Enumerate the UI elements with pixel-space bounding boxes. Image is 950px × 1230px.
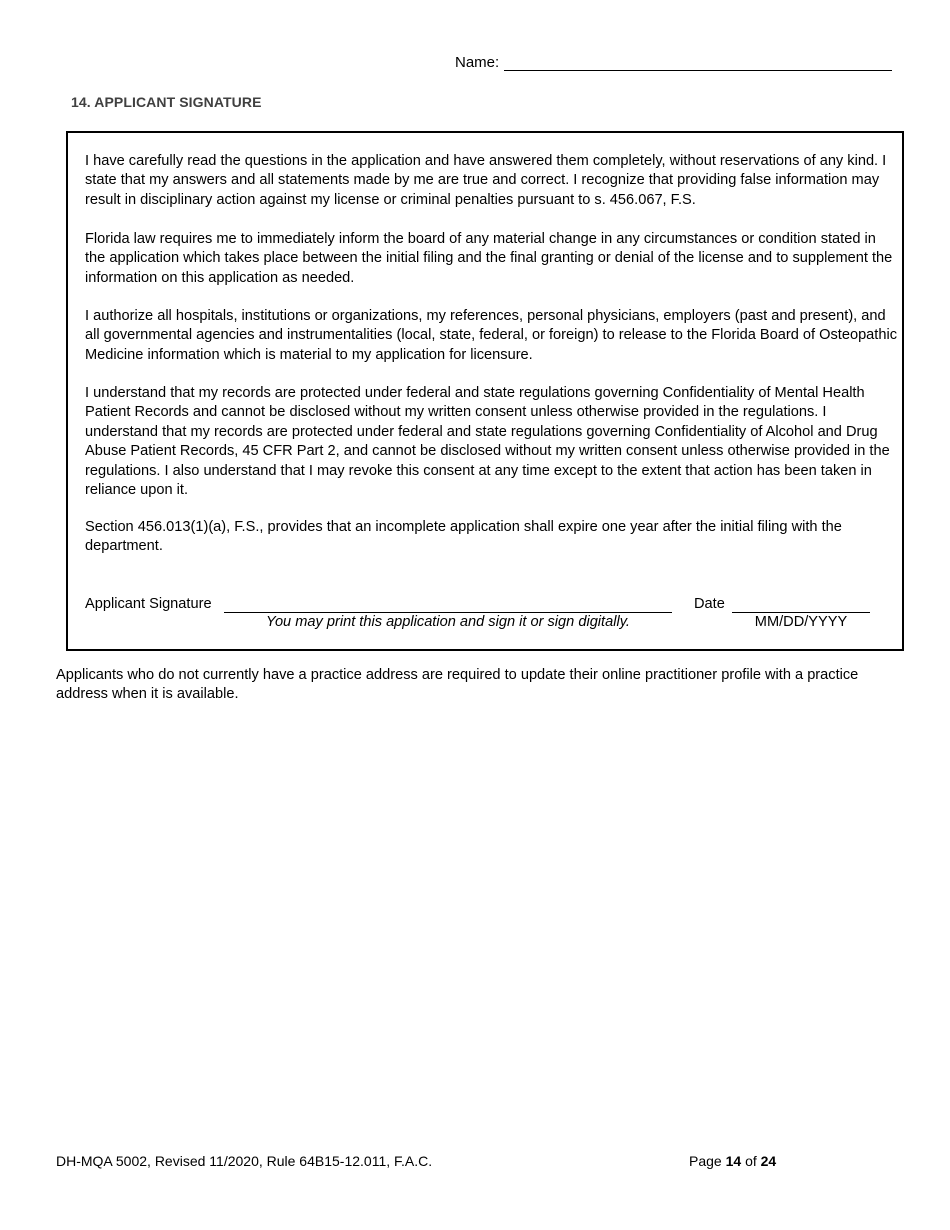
page-prefix: Page (689, 1153, 722, 1169)
attestation-paragraph: I have carefully read the questions in the application and have answered them completely, without reservations of any kind. I state that my answers and all statements made by me are true and correct. I recognize that providing false information may result in disciplinary action against my license or criminal penalties pursuant to s. 456.067, F.S. (85, 153, 887, 208)
signature-label: Applicant Signature (85, 596, 212, 612)
name-label: Name: (455, 54, 500, 71)
date-label: Date (694, 596, 725, 612)
footer-form-id: DH-MQA 5002, Revised 11/2020, Rule 64B15-12.011, F.A.C. (56, 1153, 433, 1169)
applicant-signature-box (66, 131, 904, 651)
expiration-paragraph: Section 456.013(1)(a), F.S., provides that an incomplete application shall expire one year after the initial filing with the department. (85, 519, 842, 555)
page-total: 24 (760, 1153, 777, 1169)
page-current: 14 (725, 1153, 742, 1169)
name-input-line[interactable] (504, 54, 892, 71)
signature-note: You may print this application and sign it or sign digitally. (266, 614, 630, 630)
authorization-paragraph: I authorize all hospitals, institutions or organizations, my references, personal physicians, employers (past and present), and all governmental agencies and instrumentalities (local, state, federal, or foreign) to release to the Florida Board of Osteopathic Medicine information which is material to my application for licensure. (85, 308, 898, 363)
name-field-row (455, 54, 892, 71)
footer-page-number (689, 1153, 776, 1169)
material-change-paragraph: Florida law requires me to immediately inform the board of any material change in any circumstances or condition stated in the application which takes place between the initial filing and the final granting or denial of the license and to supplement the information on this application as needed. (85, 231, 893, 286)
date-format-hint: MM/DD/YYYY (754, 614, 848, 630)
confidentiality-paragraph: I understand that my records are protected under federal and state regulations governing Confidentiality of Mental Health Patient Records and cannot be disclosed without my written consent unless otherwise provided in the regulations. I understand that my records are protected under federal and state regulations governing Confidentiality of Alcohol and Drug Abuse Patient Records, 45 CFR Part 2, and cannot be disclosed without my written consent unless otherwise provided in the regulations. I also understand that I may revoke this consent at any time except to the extent that action has been taken in reliance upon it. (85, 385, 890, 499)
page-of: of (745, 1153, 757, 1169)
section-title: 14. APPLICANT SIGNATURE (71, 94, 262, 110)
practice-address-note: Applicants who do not currently have a practice address are required to update their online practitioner profile with a practice address when it is available. (56, 667, 859, 703)
date-line[interactable] (732, 612, 870, 613)
signature-line[interactable] (224, 612, 672, 613)
